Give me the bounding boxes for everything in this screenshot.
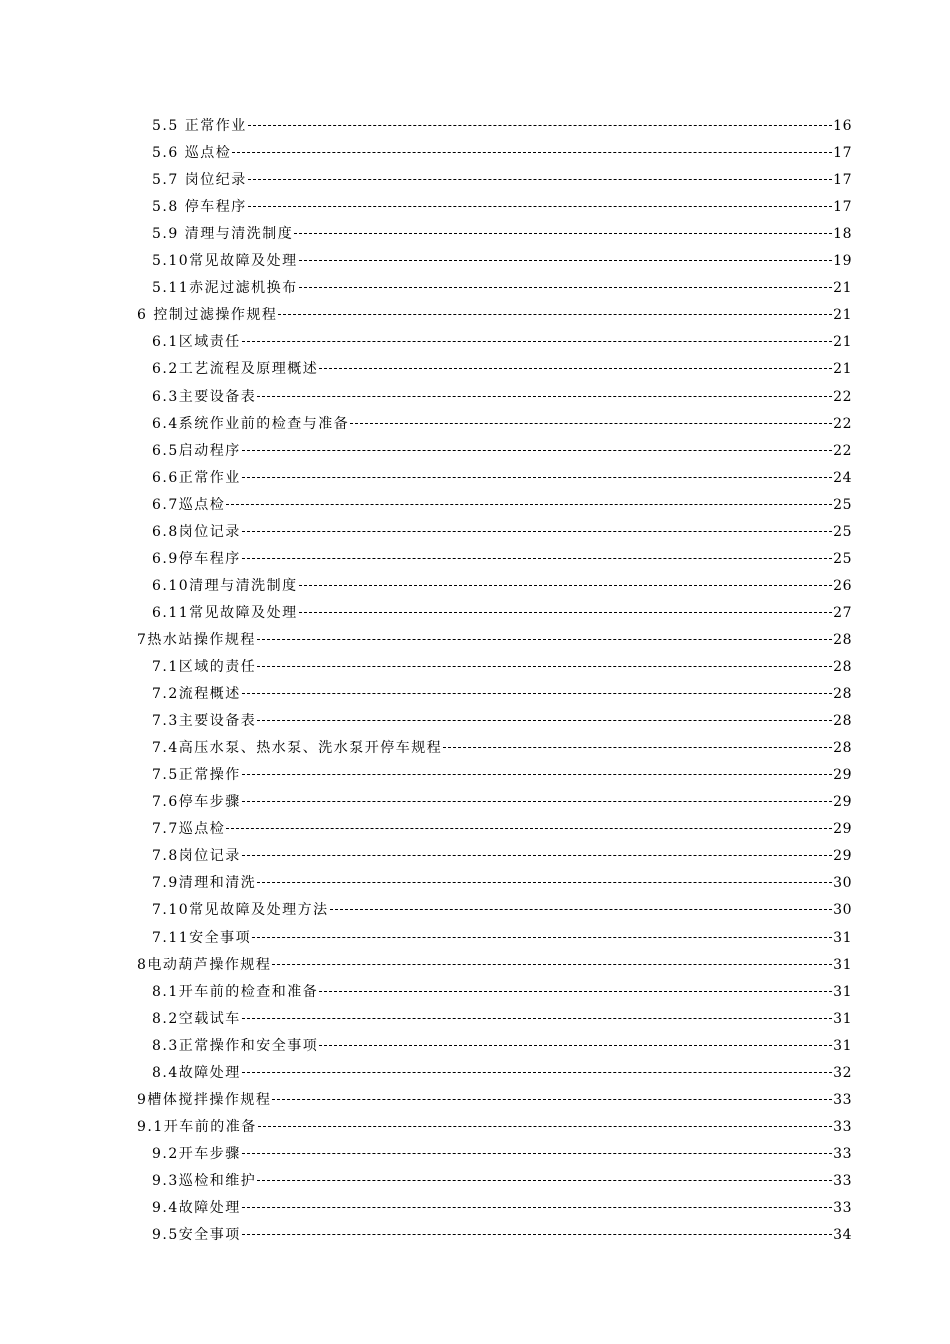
toc-dot-leader xyxy=(242,1072,832,1073)
toc-entry-page-number: 16 xyxy=(833,118,852,134)
toc-entry-title: 7.7巡点检 xyxy=(152,821,226,837)
toc-entry-page-number: 26 xyxy=(833,578,852,594)
toc-entry[interactable] xyxy=(152,113,852,140)
toc-entry-title: 6.11常见故障及处理 xyxy=(152,605,298,621)
toc-entry-title: 5.5 正常作业 xyxy=(152,118,247,134)
toc-dot-leader xyxy=(257,882,832,883)
toc-dot-leader xyxy=(257,720,832,721)
toc-dot-leader xyxy=(226,504,832,505)
toc-dot-leader xyxy=(252,937,832,938)
toc-entry[interactable] xyxy=(152,411,852,438)
toc-entry[interactable] xyxy=(152,1033,852,1060)
toc-entry-page-number: 22 xyxy=(833,416,852,432)
toc-entry-page-number: 31 xyxy=(833,984,852,1000)
toc-entry[interactable] xyxy=(152,384,852,411)
toc-entry[interactable] xyxy=(152,465,852,492)
toc-entry-title: 7.9清理和清洗 xyxy=(152,875,257,891)
toc-entry[interactable] xyxy=(137,952,852,979)
toc-entry-title: 7.8岗位记录 xyxy=(152,848,241,864)
toc-entry-title: 7.11安全事项 xyxy=(152,930,252,946)
toc-dot-leader xyxy=(330,909,833,910)
toc-dot-leader xyxy=(242,341,832,342)
toc-entry[interactable] xyxy=(152,519,852,546)
toc-entry-page-number: 30 xyxy=(833,902,852,918)
toc-entry-page-number: 29 xyxy=(833,794,852,810)
toc-dot-leader xyxy=(299,585,833,586)
toc-entry-page-number: 29 xyxy=(833,767,852,783)
toc-dot-leader xyxy=(319,991,832,992)
toc-entry-page-number: 22 xyxy=(833,389,852,405)
toc-entry-page-number: 28 xyxy=(833,632,852,648)
toc-dot-leader xyxy=(242,693,832,694)
toc-entry-title: 9.4故障处理 xyxy=(152,1200,241,1216)
toc-entry-page-number: 17 xyxy=(833,172,852,188)
toc-entry-title: 5.9 清理与清洗制度 xyxy=(152,226,294,242)
toc-entry-page-number: 30 xyxy=(833,875,852,891)
toc-dot-leader xyxy=(272,1099,832,1100)
toc-entry[interactable] xyxy=(152,1060,852,1087)
toc-entry[interactable] xyxy=(152,1006,852,1033)
toc-entry-title: 8电动葫芦操作规程 xyxy=(137,957,272,973)
toc-entry[interactable] xyxy=(152,275,852,302)
toc-entry-title: 7.1区域的责任 xyxy=(152,659,257,675)
toc-dot-leader xyxy=(257,639,832,640)
toc-entry-page-number: 33 xyxy=(833,1200,852,1216)
toc-entry-title: 7.3主要设备表 xyxy=(152,713,257,729)
toc-entry-title: 6.8岗位记录 xyxy=(152,524,241,540)
toc-entry-title: 8.1开车前的检查和准备 xyxy=(152,984,319,1000)
toc-entry[interactable] xyxy=(152,925,852,952)
toc-entry-title: 6.1区域责任 xyxy=(152,334,241,350)
toc-dot-leader xyxy=(299,287,833,288)
toc-entry-title: 6 控制过滤操作规程 xyxy=(137,307,278,323)
toc-dot-leader xyxy=(242,531,832,532)
toc-entry[interactable] xyxy=(137,1087,852,1114)
toc-entry-title: 6.7巡点检 xyxy=(152,497,226,513)
toc-entry-page-number: 28 xyxy=(833,713,852,729)
toc-entry[interactable] xyxy=(152,140,852,167)
toc-entry-page-number: 28 xyxy=(833,686,852,702)
toc-entry[interactable] xyxy=(152,356,852,383)
toc-entry-title: 9.1开车前的准备 xyxy=(137,1119,257,1135)
toc-entry-title: 5.8 停车程序 xyxy=(152,199,247,215)
toc-entry[interactable] xyxy=(152,708,852,735)
toc-entry-title: 5.7 岗位纪录 xyxy=(152,172,247,188)
toc-entry-page-number: 19 xyxy=(833,253,852,269)
toc-entry-page-number: 29 xyxy=(833,821,852,837)
toc-entry-title: 6.10清理与清洗制度 xyxy=(152,578,298,594)
toc-entry-page-number: 21 xyxy=(833,334,852,350)
toc-dot-leader xyxy=(242,477,832,478)
toc-entry-title: 7.6停车步骤 xyxy=(152,794,241,810)
toc-entry-title: 5.6 巡点检 xyxy=(152,145,232,161)
toc-dot-leader xyxy=(319,368,832,369)
toc-dot-leader xyxy=(242,1018,832,1019)
toc-entry[interactable] xyxy=(152,1195,852,1222)
toc-entry-page-number: 21 xyxy=(833,280,852,296)
toc-entry-page-number: 28 xyxy=(833,740,852,756)
toc-entry-page-number: 33 xyxy=(833,1119,852,1135)
toc-entry[interactable] xyxy=(152,221,852,248)
toc-dot-leader xyxy=(242,558,832,559)
toc-entry-title: 6.3主要设备表 xyxy=(152,389,257,405)
toc-dot-leader xyxy=(226,828,832,829)
toc-entry-page-number: 25 xyxy=(833,497,852,513)
toc-entry-title: 7热水站操作规程 xyxy=(137,632,256,648)
toc-entry[interactable] xyxy=(152,167,852,194)
toc-entry[interactable] xyxy=(137,302,852,329)
toc-entry[interactable] xyxy=(152,573,852,600)
toc-dot-leader xyxy=(257,666,832,667)
toc-dot-leader xyxy=(319,1045,832,1046)
toc-dot-leader xyxy=(242,855,832,856)
toc-entry-title: 5.10常见故障及处理 xyxy=(152,253,298,269)
toc-entry-title: 8.4故障处理 xyxy=(152,1065,241,1081)
toc-entry[interactable] xyxy=(152,979,852,1006)
toc-entry-page-number: 33 xyxy=(833,1146,852,1162)
toc-entry[interactable] xyxy=(152,194,852,221)
toc-dot-leader xyxy=(242,801,832,802)
toc-entry-page-number: 27 xyxy=(833,605,852,621)
toc-entry-page-number: 25 xyxy=(833,551,852,567)
toc-entry-page-number: 17 xyxy=(833,145,852,161)
toc-entry-page-number: 22 xyxy=(833,443,852,459)
toc-dot-leader xyxy=(257,1180,832,1181)
toc-entry-page-number: 24 xyxy=(833,470,852,486)
toc-entry-page-number: 18 xyxy=(833,226,852,242)
toc-entry-page-number: 32 xyxy=(833,1065,852,1081)
toc-dot-leader xyxy=(299,612,833,613)
toc-entry[interactable] xyxy=(152,600,852,627)
toc-entry-page-number: 21 xyxy=(833,307,852,323)
toc-entry[interactable] xyxy=(152,735,852,762)
toc-entry[interactable] xyxy=(152,681,852,708)
toc-entry[interactable] xyxy=(137,627,852,654)
toc-entry-title: 7.4高压水泵、热水泵、洗水泵开停车规程 xyxy=(152,740,443,756)
toc-entry[interactable] xyxy=(152,438,852,465)
toc-entry-page-number: 21 xyxy=(833,361,852,377)
toc-entry[interactable] xyxy=(152,329,852,356)
toc-entry[interactable] xyxy=(152,654,852,681)
toc-entry-title: 9.3巡检和维护 xyxy=(152,1173,257,1189)
toc-entry[interactable] xyxy=(137,1114,852,1141)
toc-dot-leader xyxy=(242,1207,832,1208)
toc-entry-title: 6.2工艺流程及原理概述 xyxy=(152,361,319,377)
toc-entry-title: 7.2流程概述 xyxy=(152,686,241,702)
toc-entry-page-number: 31 xyxy=(833,1011,852,1027)
toc-entry-title: 9槽体搅拌操作规程 xyxy=(137,1092,272,1108)
toc-entry[interactable] xyxy=(152,897,852,924)
toc-entry[interactable] xyxy=(152,816,852,843)
toc-entry-page-number: 33 xyxy=(833,1173,852,1189)
toc-dot-leader xyxy=(299,260,833,261)
toc-entry-title: 7.5正常操作 xyxy=(152,767,241,783)
toc-entry-page-number: 17 xyxy=(833,199,852,215)
toc-entry[interactable] xyxy=(152,843,852,870)
toc-entry-page-number: 31 xyxy=(833,1038,852,1054)
toc-entry[interactable] xyxy=(152,762,852,789)
toc-dot-leader xyxy=(443,747,832,748)
toc-entry[interactable] xyxy=(152,789,852,816)
toc-entry[interactable] xyxy=(152,1222,852,1249)
toc-entry[interactable] xyxy=(152,870,852,897)
toc-entry-title: 9.5安全事项 xyxy=(152,1227,241,1243)
toc-entry-page-number: 31 xyxy=(833,930,852,946)
toc-dot-leader xyxy=(248,125,832,126)
toc-entry[interactable] xyxy=(152,1141,852,1168)
toc-entry-page-number: 28 xyxy=(833,659,852,675)
toc-dot-leader xyxy=(242,1153,832,1154)
toc-entry-title: 8.2空载试车 xyxy=(152,1011,241,1027)
toc-entry-page-number: 25 xyxy=(833,524,852,540)
toc-entry-title: 6.6正常作业 xyxy=(152,470,241,486)
toc-dot-leader xyxy=(232,152,832,153)
toc-entry-title: 8.3正常操作和安全事项 xyxy=(152,1038,319,1054)
toc-entry-page-number: 29 xyxy=(833,848,852,864)
toc-entry-title: 9.2开车步骤 xyxy=(152,1146,241,1162)
toc-dot-leader xyxy=(272,964,832,965)
toc-entry[interactable] xyxy=(152,492,852,519)
toc-entry[interactable] xyxy=(152,248,852,275)
toc-entry-title: 6.9停车程序 xyxy=(152,551,241,567)
toc-entry-page-number: 33 xyxy=(833,1092,852,1108)
toc-dot-leader xyxy=(278,314,832,315)
toc-dot-leader xyxy=(248,206,832,207)
toc-dot-leader xyxy=(258,1126,832,1127)
toc-dot-leader xyxy=(257,396,832,397)
toc-entry-title: 7.10常见故障及处理方法 xyxy=(152,902,329,918)
toc-dot-leader xyxy=(242,1234,832,1235)
toc-entry[interactable] xyxy=(152,546,852,573)
toc-dot-leader xyxy=(248,179,832,180)
toc-dot-leader xyxy=(294,233,832,234)
toc-entry-title: 6.5启动程序 xyxy=(152,443,241,459)
toc-entry[interactable] xyxy=(152,1168,852,1195)
toc-entry-page-number: 31 xyxy=(833,957,852,973)
toc-entry-page-number: 34 xyxy=(833,1227,852,1243)
toc-dot-leader xyxy=(242,774,832,775)
toc-dot-leader xyxy=(242,450,832,451)
toc-entry-title: 6.4系统作业前的检查与准备 xyxy=(152,416,350,432)
toc-entry-title: 5.11赤泥过滤机换布 xyxy=(152,280,298,296)
toc-dot-leader xyxy=(350,423,832,424)
